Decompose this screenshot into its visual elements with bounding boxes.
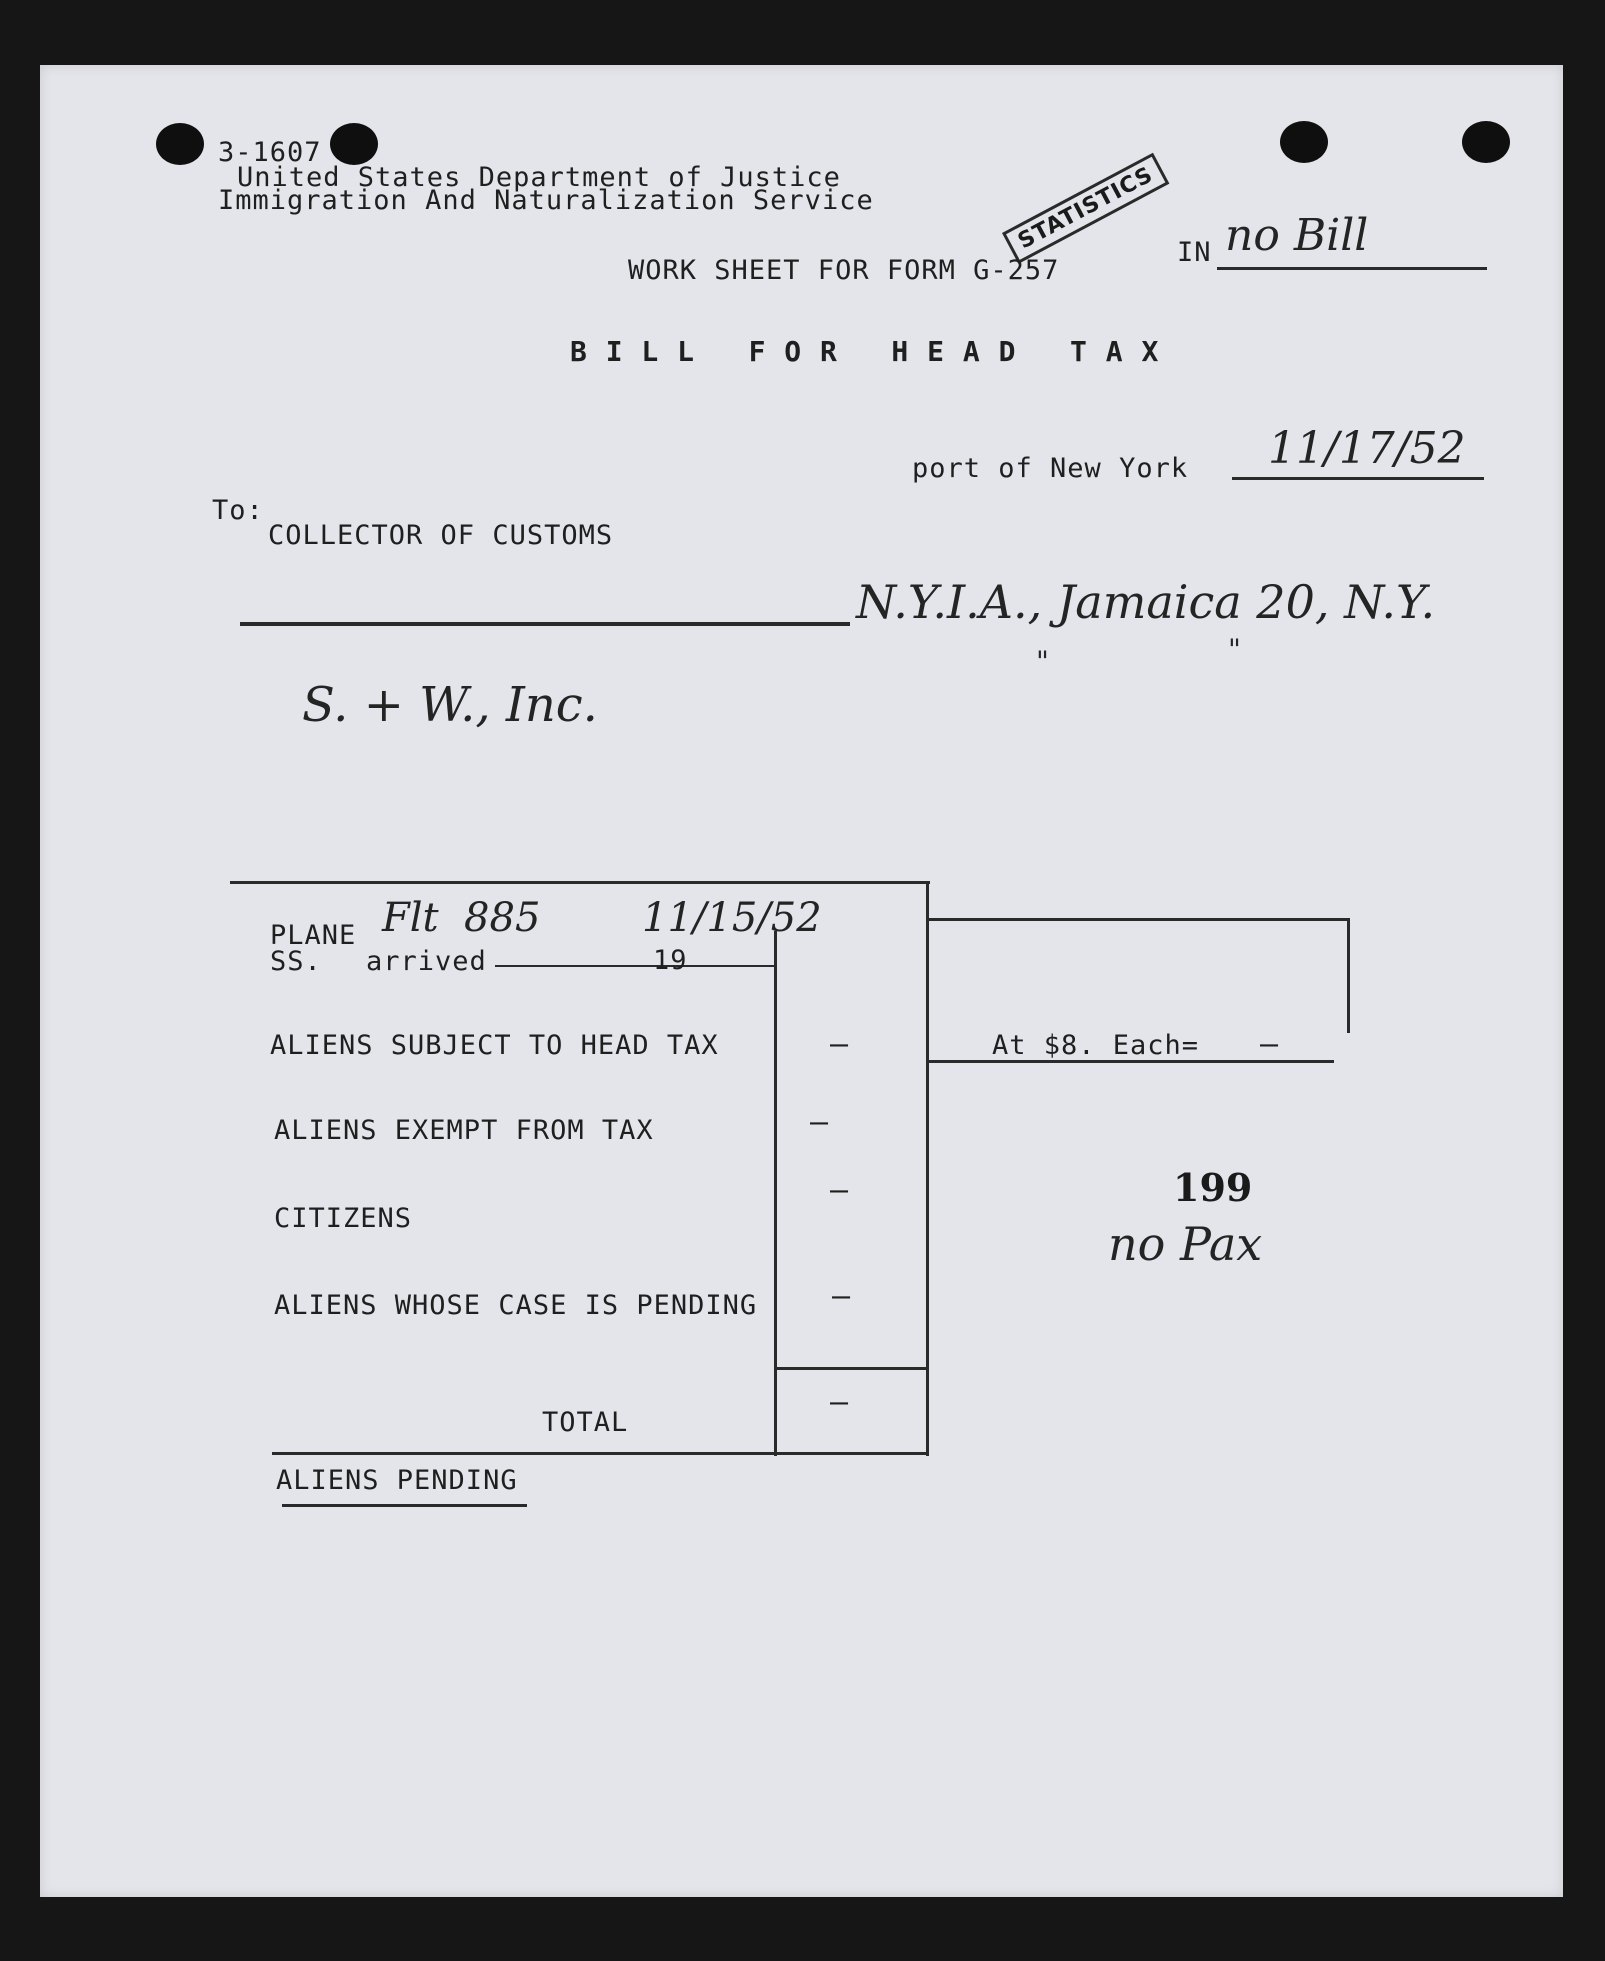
row-label-pending-case: ALIENS WHOSE CASE IS PENDING bbox=[274, 1290, 758, 1321]
rate-box-right bbox=[1347, 918, 1350, 1033]
location-handwritten: N.Y.I.A., Jamaica 20, N.Y. bbox=[856, 575, 1436, 629]
aliens-pending-label: ALIENS PENDING bbox=[276, 1465, 518, 1496]
row-value-exempt: — bbox=[810, 1105, 830, 1140]
punch-hole-left-2 bbox=[330, 123, 378, 165]
arrived-underline bbox=[495, 965, 775, 967]
in-label: IN bbox=[1177, 237, 1212, 268]
total-separator-rule bbox=[774, 1367, 929, 1370]
punch-hole-right bbox=[1280, 121, 1328, 163]
collector-label: COLLECTOR OF CUSTOMS bbox=[268, 520, 614, 551]
table-top-rule bbox=[230, 881, 930, 884]
punch-hole-right-2 bbox=[1462, 121, 1510, 163]
in-value-handwritten: no Bill bbox=[1225, 210, 1369, 261]
row-label-subject: ALIENS SUBJECT TO HEAD TAX bbox=[270, 1030, 719, 1061]
port-date-underline bbox=[1232, 477, 1484, 480]
values-column-left-border bbox=[774, 931, 777, 1456]
punch-hole-left bbox=[156, 123, 204, 165]
statistics-stamp: STATISTICS bbox=[1002, 153, 1169, 264]
total-value: — bbox=[830, 1385, 850, 1420]
table-bottom-rule bbox=[272, 1452, 929, 1455]
year-prefix: 19 bbox=[653, 945, 688, 976]
port-label: port of New York bbox=[912, 453, 1189, 484]
rate-label: At $8. Each= bbox=[992, 1030, 1200, 1061]
worksheet-title: WORK SHEET FOR FORM G-257 bbox=[628, 255, 1060, 286]
total-label: TOTAL bbox=[542, 1407, 629, 1438]
stamped-number: 199 bbox=[1173, 1165, 1253, 1210]
arrival-date-handwritten: 11/15/52 bbox=[642, 895, 822, 941]
collector-address-line bbox=[240, 622, 850, 626]
row-label-citizens: CITIZENS bbox=[274, 1203, 413, 1234]
port-date-handwritten: 11/17/52 bbox=[1268, 423, 1466, 474]
plane-label: PLANE bbox=[270, 920, 357, 951]
ditto-mark-2: " bbox=[1228, 633, 1241, 666]
row-value-citizens: — bbox=[830, 1173, 850, 1208]
carrier-handwritten: S. + W., Inc. bbox=[302, 677, 598, 733]
to-label: To: bbox=[212, 495, 264, 526]
in-underline bbox=[1217, 267, 1487, 270]
form-number: 3-1607 bbox=[218, 137, 322, 168]
row-label-exempt: ALIENS EXEMPT FROM TAX bbox=[274, 1115, 654, 1146]
ss-label: SS. bbox=[270, 946, 322, 977]
row-value-pending-case: — bbox=[832, 1279, 852, 1314]
rate-value: — bbox=[1260, 1027, 1280, 1062]
service-name: Immigration And Naturalization Service bbox=[218, 185, 874, 216]
rate-box-top bbox=[929, 918, 1349, 921]
flight-handwritten: Flt 885 bbox=[382, 895, 541, 941]
aliens-pending-underline bbox=[282, 1504, 527, 1507]
row-value-subject: — bbox=[830, 1027, 850, 1062]
no-pax-handwritten: no Pax bbox=[1108, 1217, 1263, 1271]
document-page bbox=[40, 65, 1563, 1897]
department-name: United States Department of Justice bbox=[237, 162, 841, 193]
arrived-label: arrived bbox=[366, 946, 487, 977]
ditto-mark-1: " bbox=[1036, 645, 1049, 678]
bill-title: B I L L F O R H E A D T A X bbox=[570, 335, 1160, 368]
